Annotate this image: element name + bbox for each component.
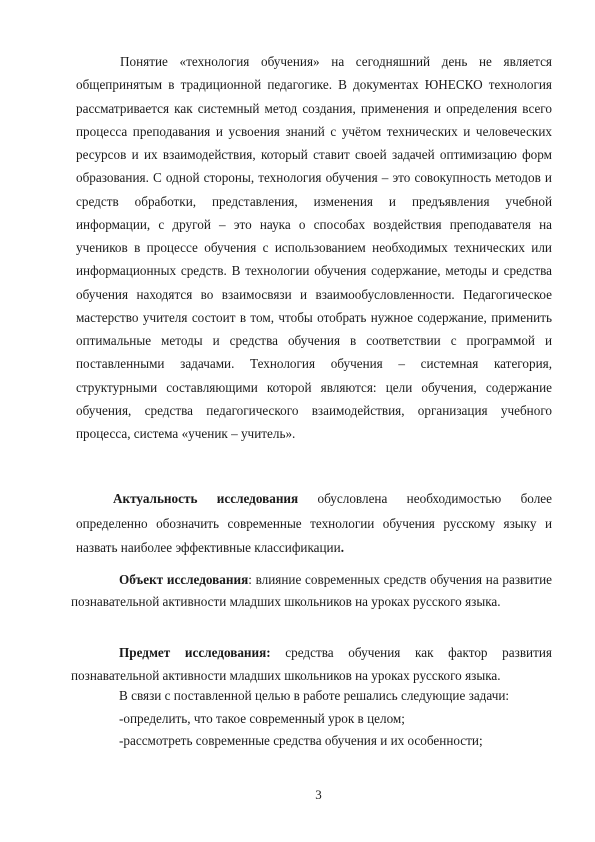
subject-text: средства обучения как фактор развития познавательной активности младших школьников на уроках русского языка. <box>71 645 552 683</box>
tasks-intro-line: В связи с поставленной целью в работе решались следующие задачи: <box>119 688 510 703</box>
object-label: Объект исследования <box>119 572 249 587</box>
subject-paragraph <box>71 642 552 687</box>
object-text: : влияние современных средств обучения на развитие познавательной активности младших школьников на уроках русского языка. <box>71 572 552 609</box>
intro-paragraph: Понятие «технология обучения» на сегодняшний день не является общепринятым в традиционной педагогике. В документах ЮНЕСКО технология рассматривается как системный метод создания, применения и определения всего процесса преподавания и усвоения знаний с учётом технических и человеческих ресурсов и их взаимодействия, который ставит своей задачей оптимизацию форм образования. С одной стороны, технология обучения – это совокупность методов и средств обработки, представления, изменения и предъявления учебной информации, с другой – это наука о способах воздействия преподавателя на учеников в процессе обучения с использованием необходимых технических или информационных средств. В технологии обучения содержание, методы и средства обучения находятся во взаимосвязи и взаимообусловленности. Педагогическое мастерство учителя состоит в том, чтобы отобрать нужное содержание, применить оптимальные методы и средства обучения в соответствии с программой и поставленными задачами. Технология обучения – системная категория, структурными составляющими которой являются: цели обучения, содержание обучения, средства педагогического взаимодействия, организация учебного процесса, система «ученик – учитель». <box>76 54 552 441</box>
relevance-end: . <box>340 540 344 555</box>
task-item-2: -рассмотреть современные средства обучения и их особенности; <box>119 733 483 748</box>
relevance-text: обусловлена необходимостью более определенно обозначить современные технологии обучения русскому языку и назвать наиболее эффективные классификации <box>76 491 552 555</box>
subject-label: Предмет исследования: <box>119 645 271 660</box>
object-paragraph <box>71 569 552 612</box>
page-number: 3 <box>315 787 322 802</box>
relevance-label: Актуальность исследования <box>113 491 299 506</box>
task-item-1: -определить, что такое современный урок в целом; <box>119 711 405 726</box>
relevance-paragraph <box>76 487 552 561</box>
